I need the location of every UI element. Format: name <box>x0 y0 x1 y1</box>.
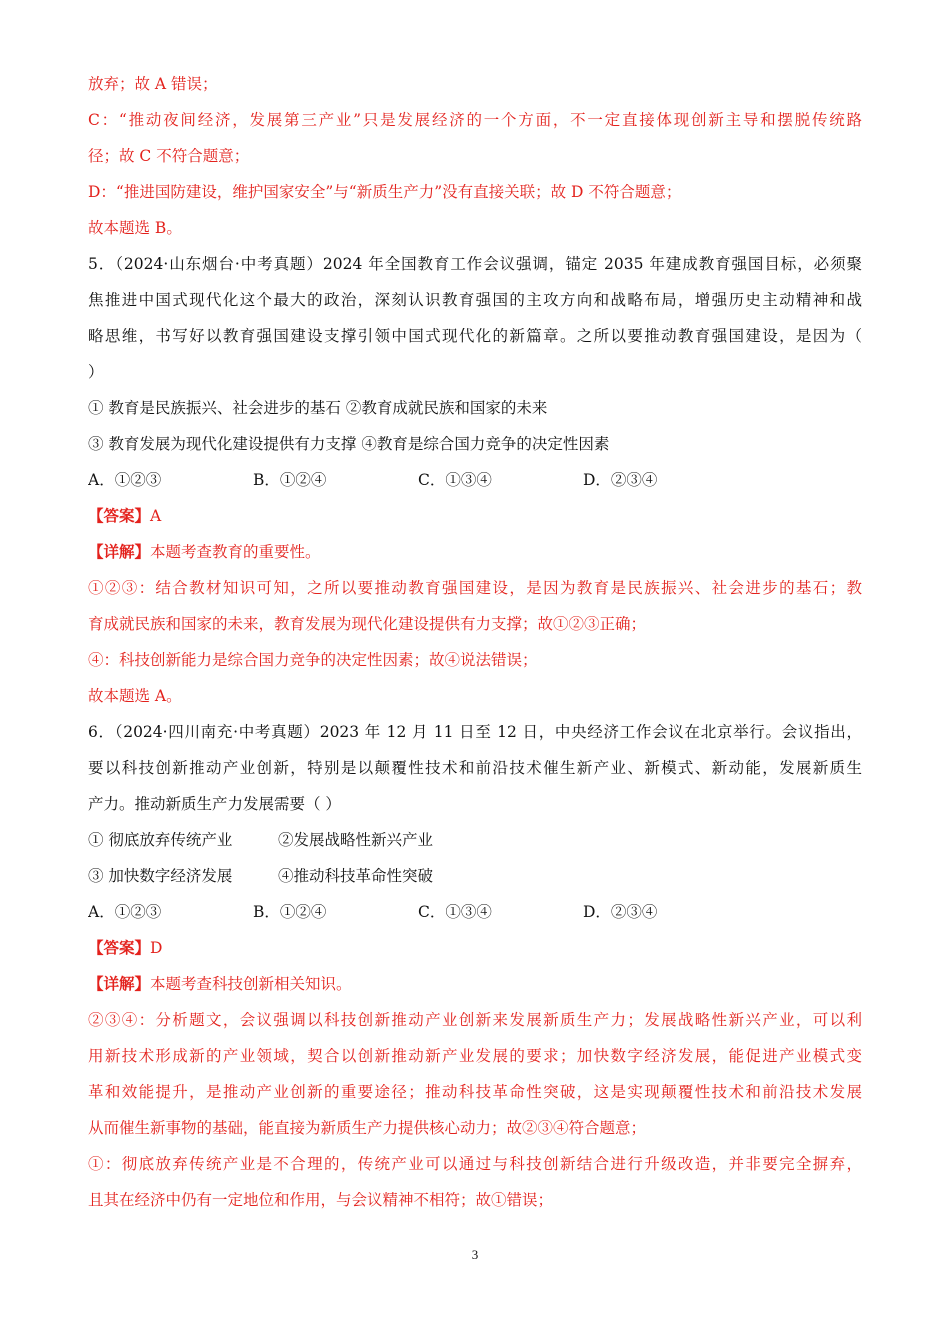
q6-stem-line2: 要以科技创新推动产业创新，特别是以颠覆性技术和前沿技术催生新产业、新模式、新动能，发展新质生 <box>88 759 862 777</box>
q6-option-c: C．①③④ <box>418 903 492 921</box>
q6-explanation-4: 从而催生新事物的基础，能直接为新质生产力提供核心动力；故②③④符合题意； <box>88 1119 647 1137</box>
q6-statements-2 <box>88 858 862 894</box>
q5-option-d: D．②③④ <box>583 471 658 489</box>
q5-explanation-2: 育成就民族和国家的未来，教育发展为现代化建设提供有力支撑；故①②③正确； <box>88 615 647 633</box>
prev-option-c-explanation: C：“推动夜间经济，发展第三产业”只是发展经济的一个方面，不一定直接体现创新主导和摆脱传统路 <box>88 111 862 129</box>
document-body <box>88 66 862 1218</box>
q5-detail <box>88 534 862 570</box>
q5-statements-1: ① 教育是民族振兴、社会进步的基石 ②教育成就民族和国家的未来 <box>88 399 548 417</box>
q6-explanation-3: 革和效能提升，是推动产业创新的重要途径；推动科技革命性突破，这是实现颠覆性技术和前沿技术发展 <box>88 1083 862 1101</box>
q6-answer-value: D <box>150 939 163 957</box>
q6-option-d: D．②③④ <box>583 903 658 921</box>
q5-explanation-1: ①②③：结合教材知识可知，之所以要推动教育强国建设，是因为教育是民族振兴、社会进步的基石；教 <box>88 579 862 597</box>
q5-stem-line4: ） <box>88 363 104 381</box>
q6-statement-3: ③ 加快数字经济发展 <box>88 867 233 885</box>
q6-statements-1 <box>88 822 862 858</box>
q6-detail-label: 【详解】 <box>88 974 151 993</box>
q5-answer <box>88 498 862 534</box>
q6-statement-4: ④推动科技革命性突破 <box>278 867 434 885</box>
q5-option-b: B．①②④ <box>253 471 327 489</box>
q6-explanation-5: ①：彻底放弃传统产业是不合理的，传统产业可以通过与科技创新结合进行升级改造，并非要完全摒弃， <box>88 1155 862 1173</box>
q5-stem-line1: 5．（2024·山东烟台·中考真题）2024 年全国教育工作会议强调，锚定 2035 年建成教育强国目标，必须聚 <box>88 255 862 273</box>
prev-conclusion: 故本题选 B。 <box>88 219 182 237</box>
q5-explanation-3: ④：科技创新能力是综合国力竞争的决定性因素；故④说法错误； <box>88 651 538 669</box>
q5-option-c: C．①③④ <box>418 471 492 489</box>
q6-detail-text: 本题考查科技创新相关知识。 <box>150 975 352 993</box>
q6-stem-line3: 产力。推动新质生产力发展需要（ ） <box>88 795 341 813</box>
prev-option-c-explanation-cont: 径；故 C 不符合题意； <box>88 147 250 165</box>
page-number: 3 <box>471 1247 479 1262</box>
q5-option-a: A．①②③ <box>88 471 162 489</box>
q5-stem-line3: 略思维，书写好以教育强国建设支撑引领中国式现代化的新篇章。之所以要推动教育强国建设，是因为（ <box>88 327 862 345</box>
q6-options <box>88 894 862 930</box>
q6-explanation-6: 且其在经济中仍有一定地位和作用，与会议精神不相符；故①错误； <box>88 1191 554 1209</box>
q6-statement-1: ① 彻底放弃传统产业 <box>88 831 233 849</box>
prev-explanation-line: 放弃；故 A 错误； <box>88 75 218 93</box>
q5-detail-text: 本题考查教育的重要性。 <box>150 543 321 561</box>
q5-detail-label: 【详解】 <box>88 542 151 561</box>
q6-statement-2: ②发展战略性新兴产业 <box>278 831 434 849</box>
q6-answer <box>88 930 862 966</box>
q5-statements-2: ③ 教育发展为现代化建设提供有力支撑 ④教育是综合国力竞争的决定性因素 <box>88 435 610 453</box>
q6-explanation-2: 用新技术形成新的产业领域，契合以创新推动新产业发展的要求；加快数字经济发展，能促进产业模式变 <box>88 1047 862 1065</box>
q6-stem-line1: 6．（2024·四川南充·中考真题）2023 年 12 月 11 日至 12 日，中央经济工作会议在北京举行。会议指出， <box>88 723 862 741</box>
q6-option-b: B．①②④ <box>253 903 327 921</box>
q6-explanation-1: ②③④：分析题文，会议强调以科技创新推动产业创新来发展新质生产力；发展战略性新兴产业，可以利 <box>88 1011 862 1029</box>
q5-answer-value: A <box>150 507 162 525</box>
q5-conclusion: 故本题选 A。 <box>88 687 182 705</box>
q6-option-a: A．①②③ <box>88 903 162 921</box>
q5-stem-line2: 焦推进中国式现代化这个最大的政治，深刻认识教育强国的主攻方向和战略布局，增强历史主动精神和战 <box>88 291 862 309</box>
q5-options <box>88 462 862 498</box>
prev-option-d-explanation: D：“推进国防建设，维护国家安全”与“新质生产力”没有直接关联；故 D 不符合题意； <box>88 183 682 201</box>
q6-answer-label: 【答案】 <box>88 938 151 957</box>
q6-detail <box>88 966 862 1002</box>
q5-answer-label: 【答案】 <box>88 506 151 525</box>
